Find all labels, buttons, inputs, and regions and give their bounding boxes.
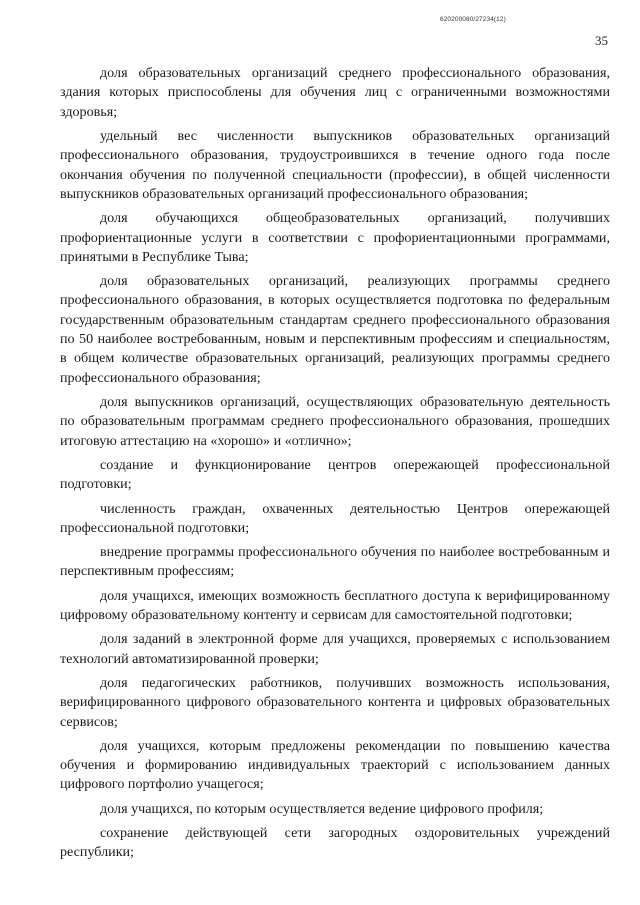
- paragraph: доля образовательных организаций, реализующих программы среднего профессионального образования, в которых осуществляется подготовка по федеральным государственным образовательным стандартам среднего профессионального образования по 50 наиболее востребованным, новым и перспективным профессиям и специальностям, в общем количестве образовательных организаций, реализующих программы среднего профессионального образования;: [60, 273, 610, 386]
- paragraph: доля обучающихся общеобразовательных организаций, получивших профориентационные услуги в соответствии с профориентационными программами, принятыми в Республике Тыва;: [60, 210, 610, 265]
- body-text: [60, 64, 610, 868]
- page-number: 35: [595, 33, 608, 48]
- paragraph: доля заданий в электронной форме для учащихся, проверяемых с использованием технологий автоматизированной проверки;: [60, 631, 610, 667]
- paragraph: доля учащихся, по которым осуществляется ведение цифрового профиля;: [100, 800, 544, 817]
- paragraph: доля учащихся, имеющих возможность бесплатного доступа к верифицированному цифровому образовательному контенту и сервисам для самостоятельной подготовки;: [60, 587, 610, 624]
- paragraph: внедрение программы профессионального обучения по наиболее востребованным и перспективным профессиям;: [60, 544, 610, 580]
- paragraph: сохранение действующей сети загородных оздоровительных учреждений республики;: [60, 824, 610, 861]
- paragraph: доля педагогических работников, получивших возможность использования, верифицированного цифрового образовательного контента и цифровых образовательных сервисов;: [60, 674, 610, 730]
- paragraph: удельный вес численности выпускников образовательных организаций профессионального образования, трудоустроившихся в течение одного года после окончания обучения по полученной специальности (профессии), в общей численности выпускников образовательных организаций профессионального образования;: [60, 127, 610, 202]
- document-code: 620200080/27234(12): [440, 16, 506, 23]
- paragraph: численность граждан, охваченных деятельностью Центров опережающей профессиональной подготовки;: [60, 500, 610, 536]
- paragraph: доля образовательных организаций среднего профессионального образования, здания которых приспособлены для обучения лиц с ограниченными возможностями здоровья;: [60, 65, 610, 120]
- paragraph: создание и функционирование центров опережающей профессиональной подготовки;: [60, 456, 610, 493]
- paragraph: доля выпускников организаций, осуществляющих образовательную деятельность по образовательным программам среднего профессионального образования, прошедших итоговую аттестацию на «хорошо» и «отлично»;: [60, 394, 610, 449]
- paragraph: доля учащихся, которым предложены рекомендации по повышению качества обучения и формированию индивидуальных траекторий с использованием данных цифрового портфолио учащегося;: [60, 737, 610, 793]
